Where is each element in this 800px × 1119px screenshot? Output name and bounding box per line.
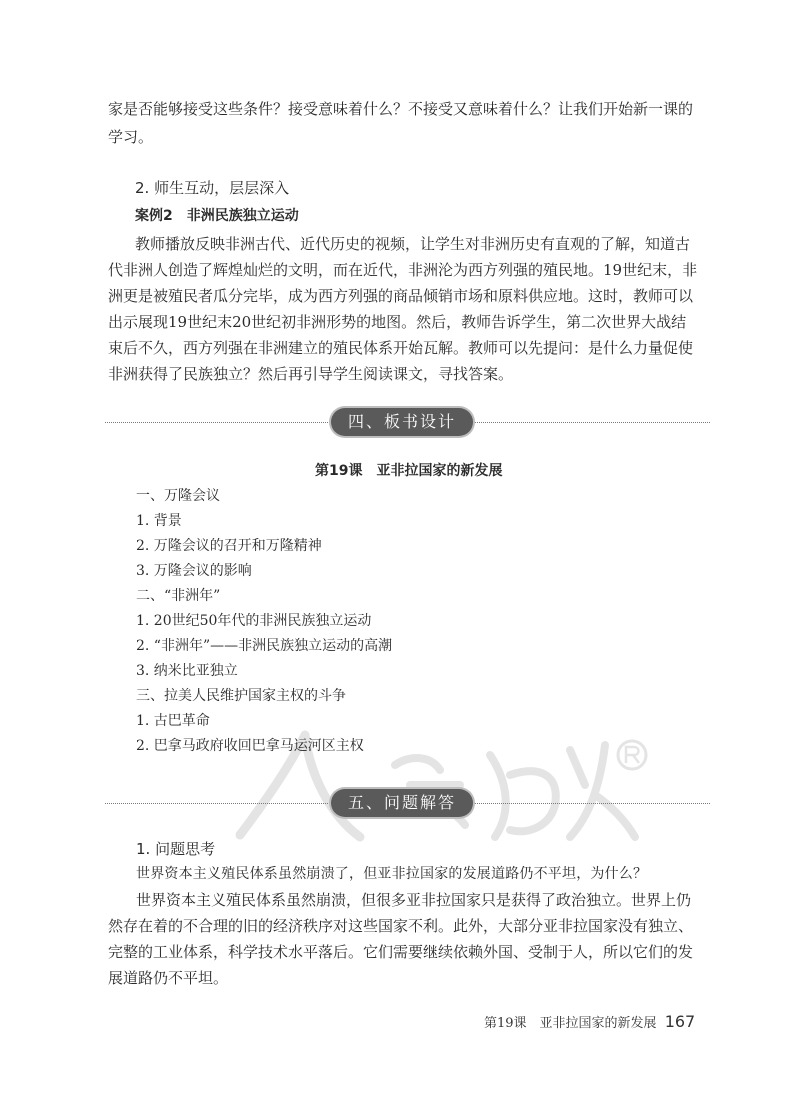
outline-item: 1. 20世纪50年代的非洲民族独立运动 [136, 613, 372, 629]
sub-heading: 1. 问题思考 [136, 840, 216, 858]
question: 世界资本主义殖民体系虽然崩溃了，但亚非拉国家的发展道路仍不平坦，为什么？ [136, 866, 648, 882]
case-title: 案例2 非洲民族独立运动 [135, 208, 299, 224]
paragraph-line: 教师播放反映非洲古代、近代历史的视频，让学生对非洲历史有直观的了解，知道古 [135, 235, 691, 253]
page-footer [484, 1012, 695, 1031]
section-banner-blackboard [105, 408, 710, 438]
intro-line: 家是否能够接受这些条件？接受意味着什么？不接受又意味着什么？让我们开始新一课的 [108, 100, 694, 118]
paragraph-line: 代非洲人创造了辉煌灿烂的文明，而在近代，非洲沦为西方列强的殖民地。19世纪末，非 [108, 261, 698, 279]
outline-item: 1. 背景 [136, 513, 182, 529]
intro-line: 学习。 [108, 128, 154, 146]
paragraph-line: 束后不久，西方列强在非洲建立的殖民体系开始瓦解。教师可以先提问：是什么力量促使 [108, 339, 694, 357]
section-banner-qa [105, 789, 710, 819]
outline-item: 2. 巴拿马政府收回巴拿马运河区主权 [136, 738, 364, 754]
answer-line: 然存在着的不合理的旧的经济秩序对这些国家不利。此外，大部分亚非拉国家没有独立、 [108, 917, 694, 935]
outline-item: 二、“非洲年” [136, 588, 221, 604]
section-title: 五、问题解答 [331, 789, 473, 817]
outline-item: 3. 纳米比亚独立 [136, 663, 238, 679]
outline-item: 3. 万隆会议的影响 [136, 563, 252, 579]
running-title: 第19课 亚非拉国家的新发展 [484, 1016, 657, 1031]
publisher-watermark [210, 725, 650, 845]
answer-line: 完整的工业体系，科学技术水平落后。它们需要继续依赖外国、受制于人，所以它们的发 [108, 943, 694, 961]
outline-item: 2. “非洲年”——非洲民族独立运动的高潮 [136, 638, 393, 654]
interaction-heading: 2. 师生互动，层层深入 [135, 179, 290, 197]
paragraph-line: 洲更是被殖民者瓜分完毕，成为西方列强的商品倾销市场和原料供应地。这时，教师可以 [108, 287, 694, 305]
outline-item: 一、万隆会议 [136, 488, 220, 504]
outline-item: 1. 古巴革命 [136, 713, 210, 729]
section-title: 四、板书设计 [331, 408, 473, 436]
outline-item: 三、拉美人民维护国家主权的斗争 [136, 688, 346, 704]
outline-item: 2. 万隆会议的召开和万隆精神 [136, 538, 322, 554]
page-number: 167 [664, 1012, 696, 1031]
answer-line: 世界资本主义殖民体系虽然崩溃，但很多亚非拉国家只是获得了政治独立。世界上仍 [136, 891, 692, 909]
answer-line: 展道路仍不平坦。 [108, 969, 229, 987]
paragraph-line: 非洲获得了民族独立？然后再引导学生阅读课文，寻找答案。 [108, 365, 514, 383]
lesson-title: 第19课 亚非拉国家的新发展 [315, 463, 503, 479]
paragraph-line: 出示展现19世纪末20世纪初非洲形势的地图。然后，教师告诉学生，第二次世界大战结 [108, 313, 687, 331]
